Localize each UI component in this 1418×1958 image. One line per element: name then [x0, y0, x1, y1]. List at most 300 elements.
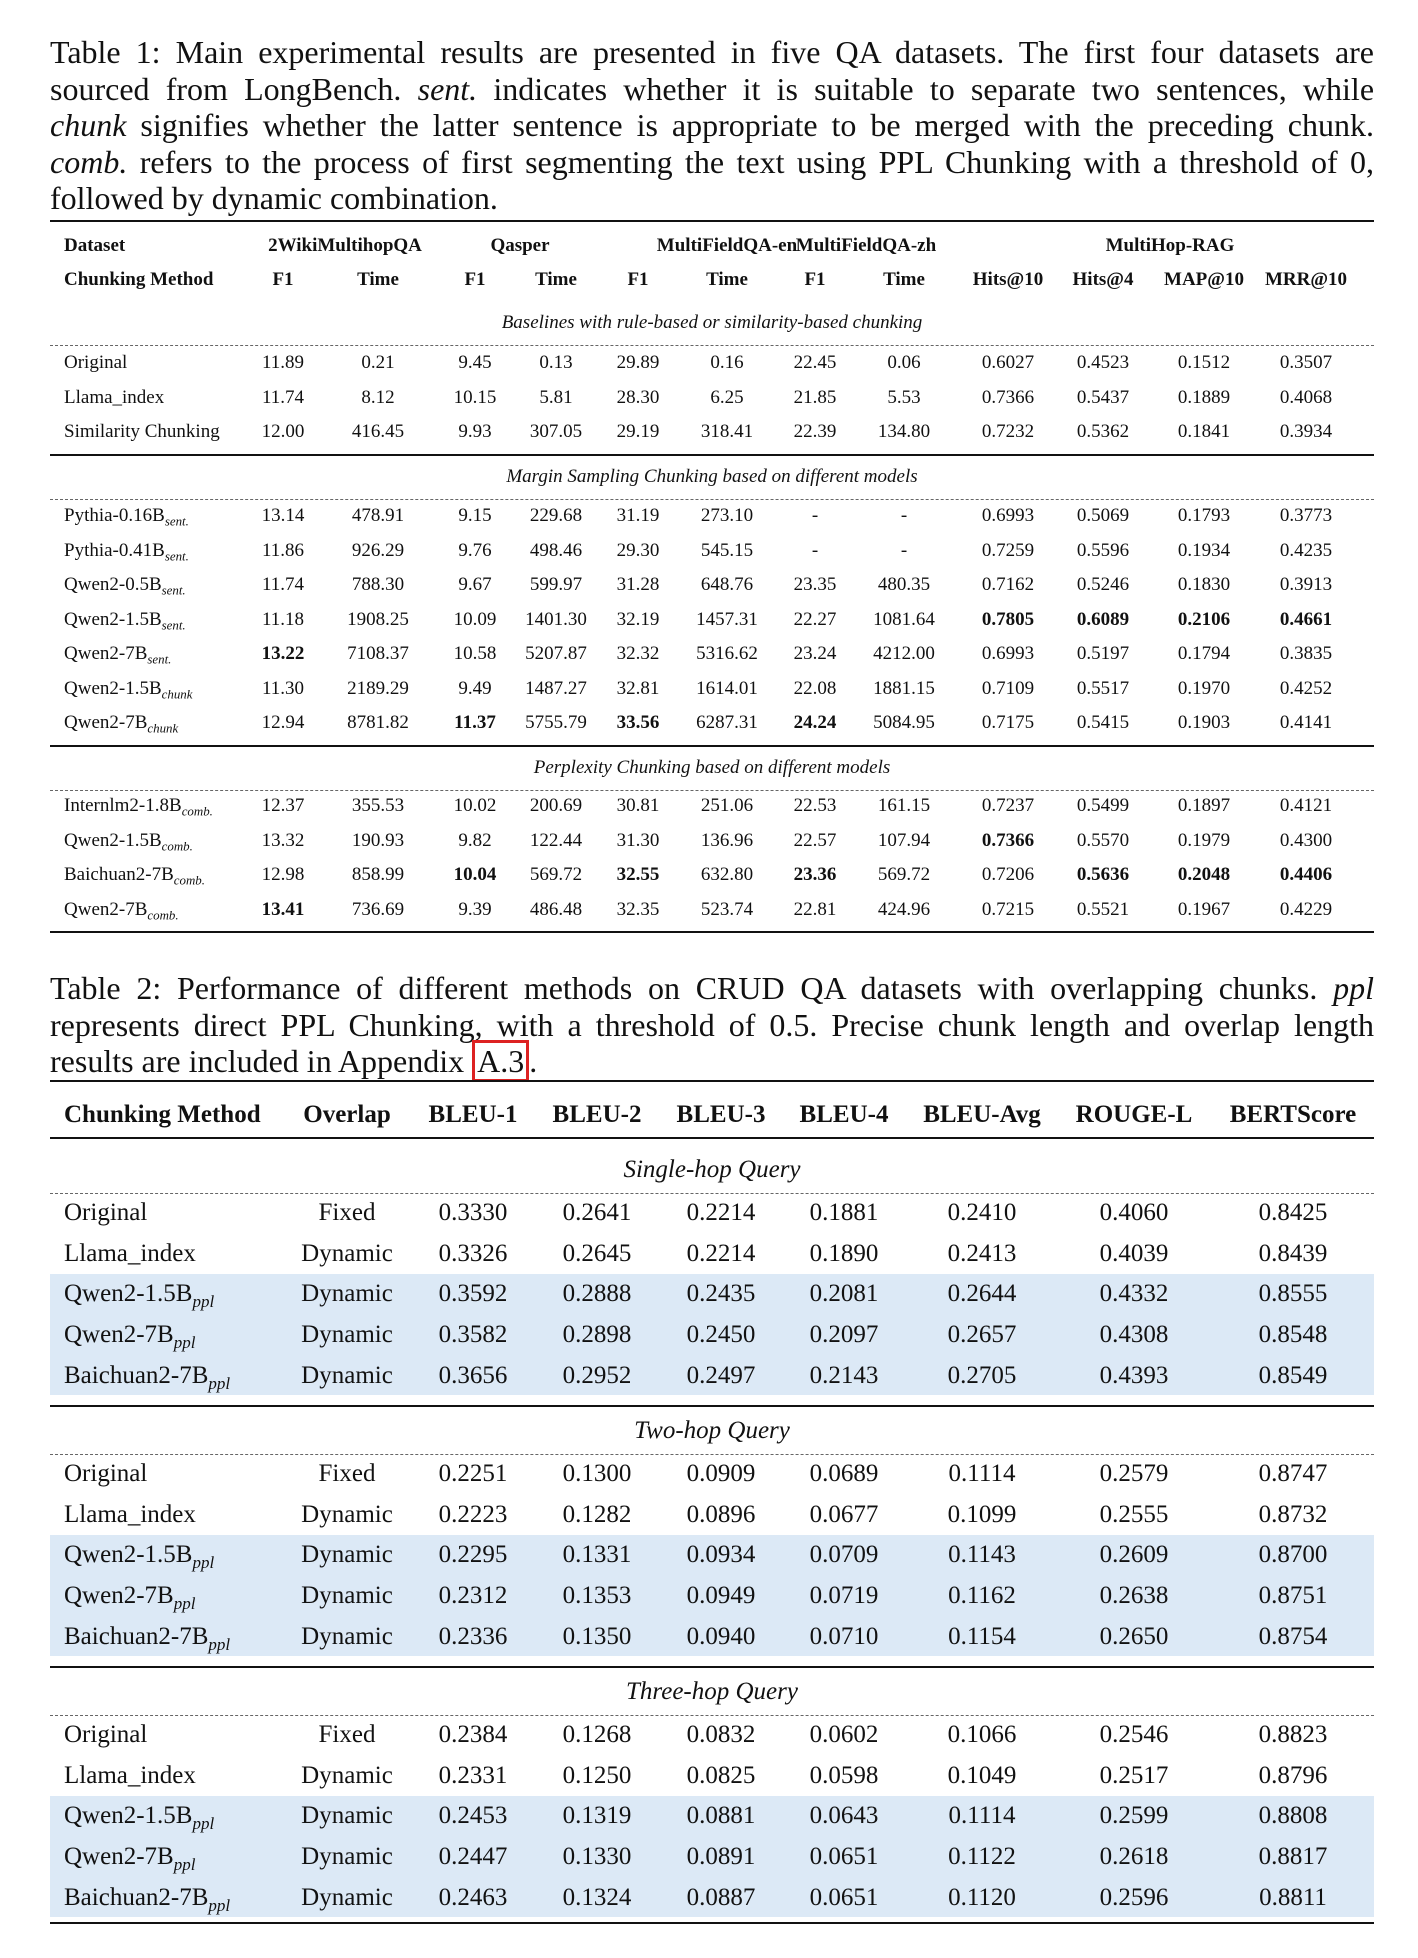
table1-section-rule	[50, 454, 1374, 456]
table1-cell: 107.94	[877, 829, 931, 851]
table1-cell: 9.76	[458, 539, 492, 561]
caption1-line-1: Table 1: Main experimental results are presented in five QA datasets. The first four datasets are	[50, 34, 1374, 70]
method-subscript: chunk	[161, 686, 193, 702]
table2-cell: 0.8796	[1258, 1761, 1328, 1789]
table2-cell: 0.1114	[948, 1802, 1016, 1830]
table2-cell: 0.2081	[809, 1280, 879, 1308]
method-subscript: sent.	[164, 513, 189, 529]
table1-column-header: Chunking Method	[64, 269, 214, 290]
table1-cell: 0.2048	[1177, 864, 1231, 885]
table1-cell: 31.30	[616, 829, 660, 851]
table1-cell: 1457.31	[696, 608, 758, 630]
table2-column-header: BLEU-2	[552, 1101, 642, 1128]
table1-cell: 190.93	[351, 829, 405, 851]
table1-cell: 0.7366	[981, 386, 1035, 408]
table1-row-method: Llama_index	[64, 386, 165, 408]
table1-cell: 858.99	[351, 864, 405, 885]
table2-cell: 0.0881	[686, 1802, 756, 1830]
table1-cell: 31.19	[616, 505, 660, 526]
table1-cell: -	[811, 539, 819, 561]
table1-cell: 0.21	[361, 352, 395, 373]
table1-cell: 161.15	[877, 795, 931, 816]
table1-cell: 569.72	[529, 864, 583, 885]
table1-cell: 545.15	[700, 539, 754, 561]
table2-cell: 0.8425	[1258, 1199, 1328, 1226]
table1-row-method: Pythia-$0.41B_{sent.}$	[64, 539, 189, 564]
table2-cell: 0.1324	[562, 1883, 632, 1911]
table1-cell: 22.53	[793, 795, 837, 816]
table1-cell: 0.2106	[1177, 608, 1231, 630]
table1-row-method: Original	[64, 352, 128, 373]
table1-cell: 0.13	[539, 352, 573, 373]
table2-cell: 0.8817	[1258, 1843, 1328, 1871]
table1-cell: 0.3913	[1279, 574, 1333, 595]
table1-cell: 12.94	[261, 712, 305, 733]
table2-cell: 0.1881	[809, 1199, 879, 1226]
table1-cell: 523.74	[700, 898, 754, 920]
table2-cell: 0.0719	[809, 1582, 879, 1610]
table2-row-method: $Qwen2-7B_{ppl}$	[64, 1321, 196, 1353]
table2-row-method: Llama_index	[64, 1239, 196, 1267]
table1-cell: 13.41	[261, 898, 305, 920]
table1-group-header: Dataset	[64, 235, 126, 256]
table2-cell: 0.0643	[809, 1802, 879, 1830]
method-subscript: ppl	[192, 1553, 215, 1573]
table1-cell: 11.37	[454, 712, 496, 733]
table1-cell: 23.36	[793, 864, 837, 885]
table2-row-method: Original	[64, 1721, 148, 1748]
table2-cell: 0.2579	[1099, 1460, 1169, 1487]
table1-cell: 0.1967	[1177, 898, 1231, 920]
table1-cell: 28.30	[616, 386, 660, 408]
table1-cell: 736.69	[351, 898, 405, 920]
table2-cell: 0.0602	[809, 1721, 879, 1748]
table1-column-header: MRR@10	[1264, 269, 1348, 290]
table2-cell: 0.0651	[809, 1843, 879, 1871]
table2-cell: 0.2517	[1099, 1761, 1169, 1789]
table1-cell: 9.49	[458, 677, 492, 699]
method-subscript: ppl	[173, 1333, 196, 1353]
table1-cell: 0.4300	[1279, 829, 1333, 851]
caption2-line-1: Table 2: Performance of different methods on CRUD QA datasets with overlapping chunks. ppl	[50, 970, 1375, 1006]
table2-column-header: BLEU-Avg	[923, 1101, 1041, 1128]
table1-cell: 0.4252	[1279, 677, 1333, 699]
table1-cell: 0.1934	[1177, 539, 1231, 561]
table2-cell: 0.1330	[562, 1843, 632, 1871]
table2-overlap-cell: Dynamic	[301, 1883, 393, 1911]
table2-row-method: Llama_index	[64, 1761, 196, 1789]
table1-cell: 0.5596	[1076, 539, 1130, 561]
table1-dashed-separator	[50, 499, 1374, 500]
table1-cell: 1908.25	[347, 608, 409, 630]
table1-cell: 478.91	[351, 505, 405, 526]
table2-overlap-cell: Dynamic	[301, 1321, 393, 1349]
table1-cell: 0.7237	[981, 795, 1035, 816]
table1-row-method: $Qwen2-1.5B_{chunk}$	[64, 677, 193, 702]
table1-cell: 0.4141	[1279, 712, 1333, 733]
table1-cell: 23.24	[793, 643, 837, 664]
table1-cell: 0.1970	[1177, 677, 1231, 699]
table2-cell: 0.2546	[1099, 1721, 1169, 1748]
table1-cell: 0.5636	[1076, 864, 1130, 885]
table1-section-title: Perplexity Chunking based on different models	[533, 757, 891, 778]
table2-cell: 0.2251	[438, 1460, 508, 1487]
table2-cell: 0.1049	[947, 1761, 1017, 1789]
table2-section-title: Two-hop Query	[634, 1417, 790, 1444]
table2-cell: 0.1331	[562, 1541, 632, 1569]
table1-cell: -	[900, 539, 908, 561]
table1-cell: 10.58	[453, 643, 497, 664]
table1-cell: 0.6993	[981, 505, 1035, 526]
table2-cell: 0.4332	[1099, 1280, 1169, 1308]
table1-cell: 31.28	[616, 574, 660, 595]
table1-cell: 0.5069	[1076, 505, 1130, 526]
table1-cell: 416.45	[351, 421, 405, 442]
table2-dashed-separator	[50, 1715, 1374, 1716]
table2-caption	[50, 970, 1374, 1080]
table1-cell: 12.00	[261, 421, 305, 442]
table1-cell: 355.53	[351, 795, 405, 816]
table2-cell: 0.0909	[686, 1460, 756, 1487]
table2-column-header: BLEU-1	[428, 1101, 518, 1128]
table2-cell: 0.2336	[438, 1622, 508, 1650]
table1-cell: 0.7259	[981, 539, 1035, 561]
table1-cell: 480.35	[877, 574, 931, 595]
table1-cell: 0.1793	[1177, 505, 1231, 526]
table2-cell: 0.1350	[562, 1622, 632, 1650]
table2-cell: 0.8555	[1258, 1280, 1328, 1308]
table2-cell: 0.2555	[1099, 1500, 1169, 1528]
table1-cell: 0.6027	[981, 352, 1035, 373]
table1-cell: 29.19	[616, 421, 660, 442]
table2-cell: 0.8549	[1258, 1361, 1328, 1389]
method-subscript: sent.	[164, 548, 189, 564]
method-subscript: comb.	[173, 872, 205, 888]
table1-column-header: Time	[883, 269, 925, 290]
table1-cell: 0.1512	[1177, 352, 1231, 373]
table2-cell: 0.0710	[809, 1622, 879, 1650]
table1-row-method: Similarity Chunking	[64, 421, 220, 442]
table1-cell: -	[811, 505, 819, 526]
table2-cell: 0.0832	[686, 1721, 756, 1748]
table2-cell: 0.8754	[1258, 1622, 1328, 1650]
table1-section-rule	[50, 745, 1374, 747]
table1-cell: 22.08	[793, 677, 837, 699]
table2-cell: 0.2618	[1099, 1843, 1169, 1871]
table1-cell: 0.6993	[981, 643, 1035, 664]
table1-row-method: $Qwen2-1.5B_{comb.}$	[64, 829, 193, 854]
table1-column-header: Time	[535, 269, 577, 290]
table2-cell: 0.1120	[948, 1883, 1016, 1911]
table1-cell: 32.55	[616, 864, 660, 885]
caption1-line-4: comb. refers to the process of first segmenting the text using PPL Chunking with a threshold of 0,	[50, 143, 1375, 180]
table2-cell: 0.2888	[562, 1280, 632, 1308]
table1-cell: 9.39	[458, 898, 492, 920]
table1-row-method: $Qwen2-0.5B_{sent.}$	[64, 574, 186, 598]
caption2-line-2: represents direct PPL Chunking, with a threshold of 0.5. Precise chunk length and overlap length	[50, 1006, 1374, 1043]
method-subscript: sent.	[161, 582, 186, 598]
table2-row-method: $Baichuan2-7B_{ppl}$	[64, 1883, 231, 1915]
table1-group-header: MultiFieldQA-zh	[795, 235, 937, 256]
table2-cell: 0.3592	[438, 1280, 508, 1308]
table2-row-method: $Baichuan2-7B_{ppl}$	[64, 1622, 231, 1654]
table2-header-rule	[50, 1137, 1374, 1139]
table2-cell: 0.8747	[1258, 1460, 1328, 1487]
table2-cell: 0.2609	[1099, 1541, 1169, 1569]
table1-cell: 0.5246	[1076, 574, 1130, 595]
table2-cell: 0.2596	[1099, 1883, 1169, 1911]
table1-cell: 0.4406	[1279, 864, 1333, 885]
table1-cell: 8781.82	[347, 712, 409, 733]
table2-row-method: $Qwen2-1.5B_{ppl}$	[64, 1802, 215, 1834]
table1-cell: 0.06	[887, 352, 921, 373]
table1-cell: 486.48	[529, 898, 583, 920]
table1-row-method: $Qwen2-1.5B_{sent.}$	[64, 608, 186, 633]
method-subscript: ppl	[208, 1895, 231, 1915]
table1-cell: 0.4661	[1279, 608, 1333, 630]
table1-cell: 0.7215	[981, 898, 1035, 920]
table1-row-method: $Qwen2-7B_{sent.}$	[64, 643, 172, 667]
table2-cell: 0.0891	[686, 1843, 756, 1871]
table1-cell: 0.7232	[981, 421, 1035, 442]
table2-overlap-cell: Dynamic	[301, 1280, 393, 1308]
table1-cell: 0.16	[710, 352, 744, 373]
table1-row-method: $Internlm2-1.8B_{comb.}$	[64, 795, 213, 819]
table2-cell: 0.8808	[1258, 1802, 1328, 1830]
table1-cell: 307.05	[529, 421, 583, 442]
method-subscript: ppl	[192, 1292, 215, 1312]
table2-cell: 0.3330	[438, 1199, 508, 1226]
table2-cell: 0.4060	[1099, 1199, 1169, 1226]
table2-overlap-cell: Dynamic	[301, 1802, 393, 1830]
table2-cell: 0.8548	[1258, 1321, 1328, 1349]
table2-cell: 0.2644	[947, 1280, 1017, 1308]
method-subscript: ppl	[208, 1373, 231, 1393]
table2-cell: 0.1122	[948, 1843, 1016, 1871]
table1-cell: 32.81	[616, 677, 660, 699]
table2-column-header: ROUGE-L	[1075, 1101, 1193, 1128]
table2-section-rule	[50, 1666, 1374, 1668]
table1-cell: 21.85	[793, 386, 837, 408]
method-subscript: sent.	[147, 651, 172, 667]
table1-cell: 13.32	[261, 829, 305, 851]
table2-cell: 0.2097	[809, 1321, 879, 1349]
method-subscript: chunk	[147, 720, 179, 736]
table1-cell: 1881.15	[873, 677, 935, 699]
table1-cell: 0.5197	[1076, 643, 1130, 664]
table2-cell: 0.0689	[809, 1460, 879, 1487]
table1-cell: 11.74	[261, 574, 305, 595]
table1-cell: 8.12	[361, 386, 395, 408]
table1-cell: 10.09	[453, 608, 497, 630]
table2-row-method: $Qwen2-7B_{ppl}$	[64, 1582, 196, 1614]
table1-cell: 0.3507	[1279, 352, 1333, 373]
table1-cell: 0.7805	[981, 608, 1035, 630]
table1-cell: 0.5570	[1076, 829, 1130, 851]
table1-cell: 29.30	[616, 539, 660, 561]
table2-cell: 0.1890	[809, 1239, 879, 1267]
table1-cell: 424.96	[877, 898, 931, 920]
table1-column-header: Hits@10	[972, 269, 1044, 290]
table2-cell: 0.1154	[948, 1622, 1016, 1650]
table2-overlap-cell: Fixed	[318, 1199, 376, 1226]
table2-cell: 0.8751	[1258, 1582, 1328, 1610]
table2-overlap-cell: Dynamic	[301, 1843, 393, 1871]
table1-cell: 0.7109	[981, 677, 1035, 699]
table1-cell: 318.41	[700, 421, 754, 442]
table1-cell: 0.7366	[981, 829, 1035, 851]
table2-row-method: $Qwen2-1.5B_{ppl}$	[64, 1541, 215, 1573]
table1-cell: 648.76	[700, 574, 754, 595]
table2-column-header: BLEU-3	[676, 1101, 766, 1128]
table1-cell: 24.24	[793, 712, 837, 733]
table1-cell: 200.69	[529, 795, 583, 816]
table1-cell: 0.1841	[1177, 421, 1231, 442]
table2-cell: 0.2898	[562, 1321, 632, 1349]
table1-cell: 0.3934	[1279, 421, 1333, 442]
table1-cell: 11.30	[261, 677, 305, 699]
table1-cell: 0.1979	[1177, 829, 1231, 851]
table1-cell: 0.3773	[1279, 505, 1333, 526]
table1-cell: 0.4068	[1279, 386, 1333, 408]
table1-cell: 1487.27	[525, 677, 587, 699]
table2-cell: 0.8823	[1258, 1721, 1328, 1748]
table2-cell: 0.4308	[1099, 1321, 1169, 1349]
table1-cell: 22.27	[793, 608, 837, 630]
table1-cell: 9.45	[458, 352, 492, 373]
table1-column-header: F1	[272, 269, 294, 290]
table1-cell: 9.93	[458, 421, 492, 442]
table1-cell: 0.7206	[981, 864, 1035, 885]
table1-cell: 29.89	[616, 352, 660, 373]
table1-cell: 0.5517	[1076, 677, 1130, 699]
table1-cell: 0.1889	[1177, 386, 1231, 408]
table1-cell: 0.4121	[1279, 795, 1333, 816]
table1-cell: 1401.30	[525, 608, 587, 630]
table1-cell: 5316.62	[696, 643, 758, 664]
table1-column-header: Time	[706, 269, 748, 290]
table2-cell: 0.2384	[438, 1721, 508, 1748]
table2-cell: 0.2650	[1099, 1622, 1169, 1650]
table1-cell: 22.45	[793, 352, 837, 373]
table1-cell: 7108.37	[347, 643, 409, 664]
table2-cell: 0.8811	[1259, 1883, 1327, 1911]
table2-section-title: Three-hop Query	[626, 1678, 798, 1705]
table2-dashed-separator	[50, 1193, 1374, 1194]
table2-cell: 0.2214	[686, 1239, 756, 1267]
table1-cell: 10.02	[453, 795, 497, 816]
table1-cell: 1081.64	[873, 608, 935, 630]
method-subscript: sent.	[161, 617, 186, 633]
table2-column-header: BLEU-4	[799, 1101, 889, 1128]
table1-column-header: F1	[627, 269, 649, 290]
table2-cell: 0.0598	[809, 1761, 879, 1789]
table2-section-title: Single-hop Query	[623, 1156, 801, 1183]
table1-cell: 0.1903	[1177, 712, 1231, 733]
table1-cell: 0.3835	[1279, 643, 1333, 664]
table2-overlap-cell: Dynamic	[301, 1541, 393, 1569]
table1-cell: 0.4235	[1279, 539, 1333, 561]
table2-cell: 0.1099	[947, 1500, 1017, 1528]
table1-column-header: MAP@10	[1164, 269, 1244, 290]
table2-cell: 0.3582	[438, 1321, 508, 1349]
table1-section-title: Margin Sampling Chunking based on different models	[506, 466, 918, 487]
table2-cell: 0.2312	[438, 1582, 508, 1610]
table1-cell: 32.32	[616, 643, 660, 664]
table1-cell: 0.1794	[1177, 643, 1231, 664]
table2-row-method: $Qwen2-7B_{ppl}$	[64, 1843, 196, 1875]
table2-section-rule	[50, 1405, 1374, 1407]
table2-cell: 0.8439	[1258, 1239, 1328, 1267]
table1-cell: -	[900, 505, 908, 526]
table2-overlap-cell: Dynamic	[301, 1239, 393, 1267]
table1-row-method: $Qwen2-7B_{comb.}$	[64, 898, 179, 923]
table2-cell: 0.2413	[947, 1239, 1017, 1267]
table1-cell: 273.10	[700, 505, 754, 526]
table1-group-header: MultiFieldQA-en	[656, 235, 798, 256]
table1-cell: 0.5499	[1076, 795, 1130, 816]
table2-cell: 0.8700	[1258, 1541, 1328, 1569]
method-subscript: comb.	[181, 803, 213, 819]
table1-cell: 32.35	[616, 898, 660, 920]
table2-cell: 0.4039	[1099, 1239, 1169, 1267]
table1-cell: 0.4523	[1076, 352, 1130, 373]
table1-caption	[50, 34, 1374, 217]
table1-cell: 498.46	[529, 539, 583, 561]
table1-cell: 9.15	[458, 505, 492, 526]
table2-cell: 0.2645	[562, 1239, 632, 1267]
table2-cell: 0.2657	[947, 1321, 1017, 1349]
table2-cell: 0.2453	[438, 1802, 508, 1830]
table1-cell: 134.80	[877, 421, 931, 442]
caption1-line-2: sourced from LongBench. sent. indicates whether it is suitable to separate two sentences, while	[50, 70, 1375, 107]
table2-cell: 0.0940	[686, 1622, 756, 1650]
table2-cell: 0.2497	[686, 1361, 756, 1389]
table2-cell: 0.1268	[562, 1721, 632, 1748]
table1-cell: 23.35	[793, 574, 837, 595]
table1-column-header: F1	[804, 269, 826, 290]
table2-cell: 0.0677	[809, 1500, 879, 1528]
table1-cell: 33.56	[616, 712, 660, 733]
table2-cell: 0.2463	[438, 1883, 508, 1911]
table1-cell: 1614.01	[696, 677, 758, 699]
table2-cell: 0.2599	[1099, 1802, 1169, 1830]
table1-cell: 6287.31	[696, 712, 758, 733]
table1-cell: 926.29	[351, 539, 405, 561]
table1-cell: 0.1830	[1177, 574, 1231, 595]
appendix-reference-link[interactable]: A.3	[472, 1040, 529, 1082]
table2-cell: 0.1250	[562, 1761, 632, 1789]
caption2-line-3: results are included in Appendix A.3 .	[50, 1043, 1374, 1080]
table2-row-method: $Baichuan2-7B_{ppl}$	[64, 1361, 231, 1393]
table1-cell: 6.25	[710, 386, 744, 408]
table1-cell: 9.67	[458, 574, 492, 595]
table1-cell: 11.74	[261, 386, 305, 408]
table1-cell: 22.81	[793, 898, 837, 920]
table2-cell: 0.0651	[809, 1883, 879, 1911]
table1-cell: 30.81	[616, 795, 660, 816]
table2-overlap-cell: Dynamic	[301, 1582, 393, 1610]
table1-cell: 5207.87	[525, 643, 587, 664]
table2-cell: 0.0887	[686, 1883, 756, 1911]
table1-cell: 599.97	[529, 574, 583, 595]
table2-top-rule	[50, 1080, 1374, 1082]
table1-cell: 229.68	[529, 505, 583, 526]
table1-row-method: Pythia-$0.16B_{sent.}$	[64, 505, 189, 529]
table2-cell: 0.3326	[438, 1239, 508, 1267]
table1-cell: 11.18	[261, 608, 305, 630]
table1-row-method: $Baichuan2-7B_{comb.}$	[64, 864, 205, 888]
